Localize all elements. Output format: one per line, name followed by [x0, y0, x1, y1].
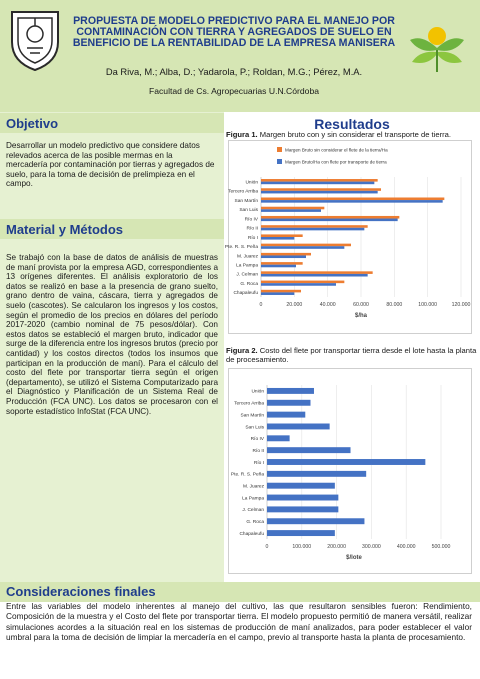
- category-label: Unión: [251, 389, 264, 395]
- legend-entry: Margen Bruto sin considerar el flete de la tierra/Ha: [285, 147, 388, 153]
- title-line-1: PROPUESTA DE MODELO PREDICTIVO PARA EL MANEJO POR: [73, 15, 395, 27]
- x-tick-label: 100.000: [292, 544, 312, 550]
- bar: [261, 209, 321, 212]
- category-label: M. Juarez: [242, 484, 264, 490]
- poster-header: [0, 0, 480, 112]
- bar: [261, 228, 364, 231]
- x-tick-label: 400.000: [396, 544, 416, 550]
- bar: [261, 281, 344, 284]
- bar: [261, 188, 381, 191]
- x-tick-label: 0: [259, 302, 263, 308]
- category-label: J. Celman: [236, 272, 258, 278]
- figure-1-chart-frame: [224, 140, 472, 334]
- category-label: Río IV: [244, 217, 258, 223]
- bar: [261, 182, 374, 185]
- poster-title: [66, 16, 402, 49]
- bar: [267, 400, 311, 406]
- faculty-leaf-logo: [402, 14, 472, 74]
- bar: [261, 255, 306, 258]
- legend-swatch: [277, 147, 282, 152]
- resultados-title: Resultados: [314, 116, 390, 132]
- x-tick-label: 60.000: [353, 302, 369, 308]
- category-label: J. Celman: [242, 508, 264, 514]
- bar: [261, 262, 303, 265]
- x-axis-label: $/ha: [354, 313, 368, 319]
- figure-2-label: Figura 2.: [226, 346, 258, 355]
- category-label: San Luis: [239, 208, 258, 214]
- bar: [267, 506, 338, 512]
- objetivo-text: Desarrollar un modelo predictivo que considere datos relevados acerca de las posible mermas en la mercadería por contaminación por tierras y agregados de suelo, para la toma de decisión de prelimpieza en el campo.: [6, 141, 215, 189]
- figure-2-caption: [226, 346, 478, 364]
- bar: [267, 424, 330, 430]
- x-tick-label: 40.000: [319, 302, 336, 308]
- category-label: Chapaleufu: [239, 531, 264, 537]
- figure-1-chart: [224, 141, 471, 333]
- faculty: Facultad de Cs. Agropecuarias U.N.Córdoba: [148, 86, 320, 96]
- x-tick-label: 0: [265, 544, 269, 550]
- figure-1-caption-text: Margen bruto con y sin considerar el transporte de tierra.: [257, 130, 451, 139]
- category-label: San Martín: [240, 413, 264, 419]
- bar: [261, 225, 368, 228]
- x-tick-label: 300.000: [362, 544, 381, 550]
- category-label: G. Roca: [246, 520, 264, 526]
- metodos-title: Material y Métodos: [6, 222, 124, 237]
- x-tick-label: 80.000: [386, 302, 403, 308]
- category-label: G. Roca: [240, 281, 258, 287]
- category-label: Río II: [246, 226, 258, 232]
- x-tick-label: 120.000: [451, 302, 471, 308]
- bar: [267, 471, 366, 477]
- bar: [267, 412, 305, 418]
- objetivo-title: Objetivo: [6, 116, 59, 131]
- figure-1-caption: [226, 130, 478, 139]
- category-label: Pte. R. S. Peña: [224, 245, 258, 251]
- title-line-2: CONTAMINACIÓN CON TIERRA Y AGREGADOS DE SUELO EN: [76, 26, 392, 38]
- legend-swatch: [277, 159, 282, 164]
- bar: [261, 219, 398, 222]
- legend-entry: Margen Bruto/Ha con flete por transporte de tierra: [285, 159, 387, 165]
- bar: [267, 518, 364, 524]
- category-label: Río I: [253, 460, 264, 466]
- category-label: San Martín: [234, 198, 258, 204]
- figure-2-chart: [229, 369, 471, 573]
- category-label: San Luis: [245, 425, 264, 431]
- x-tick-label: 20.000: [286, 302, 303, 308]
- bar: [261, 244, 351, 247]
- metodos-text: Se trabajó con la base de datos de análisis de muestras de maní provista por la empresa AGD, correspondientes a 13 orígenes diferentes. El análisis exploratorio de los datos se realizó en base a la presencia de grano suelto, grano dentro de vaina, cáscara, tierra y agregados de suelo (cascotes). Se calcularon los ingresos y los costos, según el promedio de los precios en dólares del período 2017-2020 (cambio nominal de 75 pesos/dólar). Con estos datos se estableció el margen bruto, indicador que surge de la diferencia entre los ingresos brutos (precio por cantidad) y los costos directos (todos los insumos que participan en la producción de maní). Para el cálculo del costo del flete por transportar tierra según el origen (departamento), se utilizó el Sistema Computarizado para el Diagnóstico y Planificación de un Sistema Real de Producción (FCA UNC). Los datos se procesaron con el soporte estadístico InfoStat (FCA UNC).: [6, 253, 218, 416]
- bar: [261, 253, 311, 256]
- category-label: La Pampa: [242, 496, 264, 502]
- bar: [261, 216, 399, 219]
- bar: [261, 191, 378, 194]
- bar: [267, 388, 314, 394]
- category-label: M. Juarez: [236, 254, 258, 260]
- bar: [261, 265, 296, 268]
- category-label: Chapaleufu: [233, 291, 258, 297]
- category-label: Río IV: [250, 437, 264, 443]
- category-label: Río I: [247, 235, 258, 241]
- bar: [261, 200, 443, 203]
- bar: [267, 447, 351, 453]
- bar: [267, 530, 335, 536]
- x-tick-label: 500.000: [431, 544, 451, 550]
- bar: [261, 237, 294, 240]
- consideraciones-title: Consideraciones finales: [6, 584, 156, 599]
- category-label: La Pampa: [236, 263, 258, 269]
- bar: [261, 271, 373, 274]
- bar: [261, 207, 324, 210]
- consideraciones-text: Entre las variables del modelo inherentes al manejo del cultivo, las que resultaron sensibles fueron: Rendimiento, Composición de la muestra y el Costo del flete por transportar tierra. El modelo propuesto permitió de manera versátil, realizar simulaciones acordes a la situación real en los sistemas de producción de maní analizados, para poder establecer el valor umbral para la toma de decisión de limpiar la mercadería en el campo, previo al transporte hasta la planta de procesamiento.: [6, 601, 472, 643]
- university-crest-logo: [6, 8, 64, 72]
- bar: [267, 483, 335, 489]
- x-tick-label: 200.000: [327, 544, 346, 550]
- figure-1-label: Figura 1.: [226, 130, 258, 139]
- category-label: Unión: [245, 180, 258, 186]
- bar: [267, 459, 425, 465]
- bar: [267, 435, 290, 441]
- bar: [261, 292, 294, 295]
- figure-2-caption-text: Costo del flete por transportar tierra desde el lote hasta la planta de procesamiento.: [226, 346, 477, 364]
- category-label: Tercero Arriba: [234, 401, 264, 407]
- bar: [261, 290, 301, 293]
- bar: [261, 246, 344, 249]
- category-label: Pte. R. S. Peña: [230, 472, 264, 478]
- figure-2-chart-frame: [228, 368, 472, 574]
- bar: [261, 274, 368, 277]
- bar: [261, 179, 378, 182]
- bar: [261, 197, 444, 200]
- category-label: Río II: [252, 448, 264, 454]
- x-tick-label: 100.000: [418, 302, 438, 308]
- x-axis-label: $/lote: [346, 555, 362, 561]
- bar: [267, 495, 338, 501]
- title-line-3: BENEFICIO DE LA RENTABILIDAD DE LA EMPRESA MANISERA: [72, 37, 396, 49]
- bar: [261, 234, 303, 237]
- authors: Da Riva, M.; Alba, D.; Yadarola, P.; Roldan, M.G.; Pérez, M.A.: [105, 66, 363, 77]
- category-label: Tercero Arriba: [228, 189, 258, 195]
- bar: [261, 283, 336, 286]
